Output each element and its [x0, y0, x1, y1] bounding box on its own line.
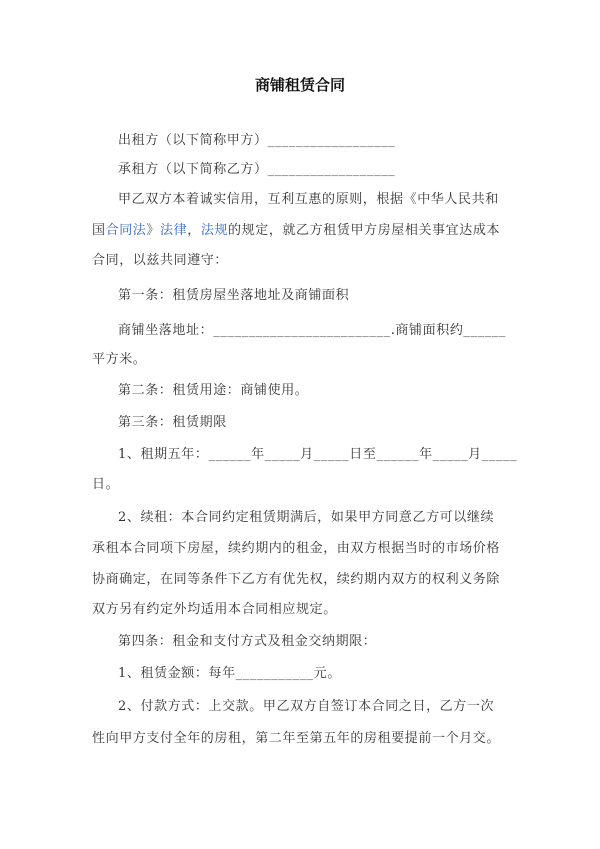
intro-line-1: 甲乙双方本着诚实信用，互利互惠的原则，根据《中华人民共和	[118, 192, 499, 207]
article-3-clause-2-line-2: 承租本合同项下房屋，续约期内的租金，由双方根据当时的市场价格	[92, 541, 501, 556]
article-1-line-2: 平方米。	[92, 352, 147, 367]
contract-law-link[interactable]: 合同法	[105, 223, 147, 238]
article-4-clause-1: 1、租赁金额：每年___________元。	[118, 666, 341, 681]
contract-title: 商铺租赁合同	[254, 76, 345, 94]
intro-text-c: ，	[187, 223, 201, 238]
article-1-line-1: 商铺坐落地址：_________________________.商铺面积约______	[118, 323, 507, 338]
article-3-clause-2-line-3: 协商确定，在同等条件下乙方有优先权，续约期内双方的权利义务除	[92, 572, 501, 587]
lessee-line: 承租方（以下简称乙方）__________________	[118, 162, 396, 177]
lessor-line: 出租方（以下简称甲方）__________________	[118, 133, 396, 148]
intro-text-a: 国	[92, 223, 106, 238]
article-4-heading: 第四条：租金和支付方式及租金交纳期限：	[118, 634, 377, 649]
intro-line-3: 合同，以兹共同遵守：	[92, 253, 229, 268]
article-3-clause-1-line-2: 日。	[92, 477, 120, 492]
article-4-clause-2-line-2: 性向甲方支付全年的房租，第二年至第五年的房租要提前一个月交。	[92, 731, 501, 746]
article-1-heading: 第一条：租赁房屋坐落地址及商铺面积	[118, 288, 350, 303]
intro-line-2	[92, 221, 500, 241]
article-4-clause-2-line-1: 2、付款方式：上交款。甲乙双方自签订本合同之日，乙方一次	[118, 699, 495, 714]
regulation-link[interactable]: 法规	[200, 223, 229, 238]
intro-text-d: 的规定，就乙方租赁甲方房屋相关事宜达成本	[228, 223, 501, 238]
article-2-heading: 第二条：租赁用途：商铺使用。	[118, 383, 309, 398]
law-link[interactable]: 法律	[160, 223, 188, 238]
article-3-heading: 第三条：租赁期限	[118, 415, 227, 430]
intro-text-b: 》	[146, 223, 161, 238]
article-3-clause-2-line-4: 双方另有约定外均适用本合同相应规定。	[92, 602, 337, 617]
article-3-clause-2-line-1: 2、续租：本合同约定租赁期满后，如果甲方同意乙方可以继续	[118, 510, 495, 525]
article-3-clause-1-line-1: 1、租期五年：______年_____月_____日至______年_____月_____	[118, 447, 518, 462]
